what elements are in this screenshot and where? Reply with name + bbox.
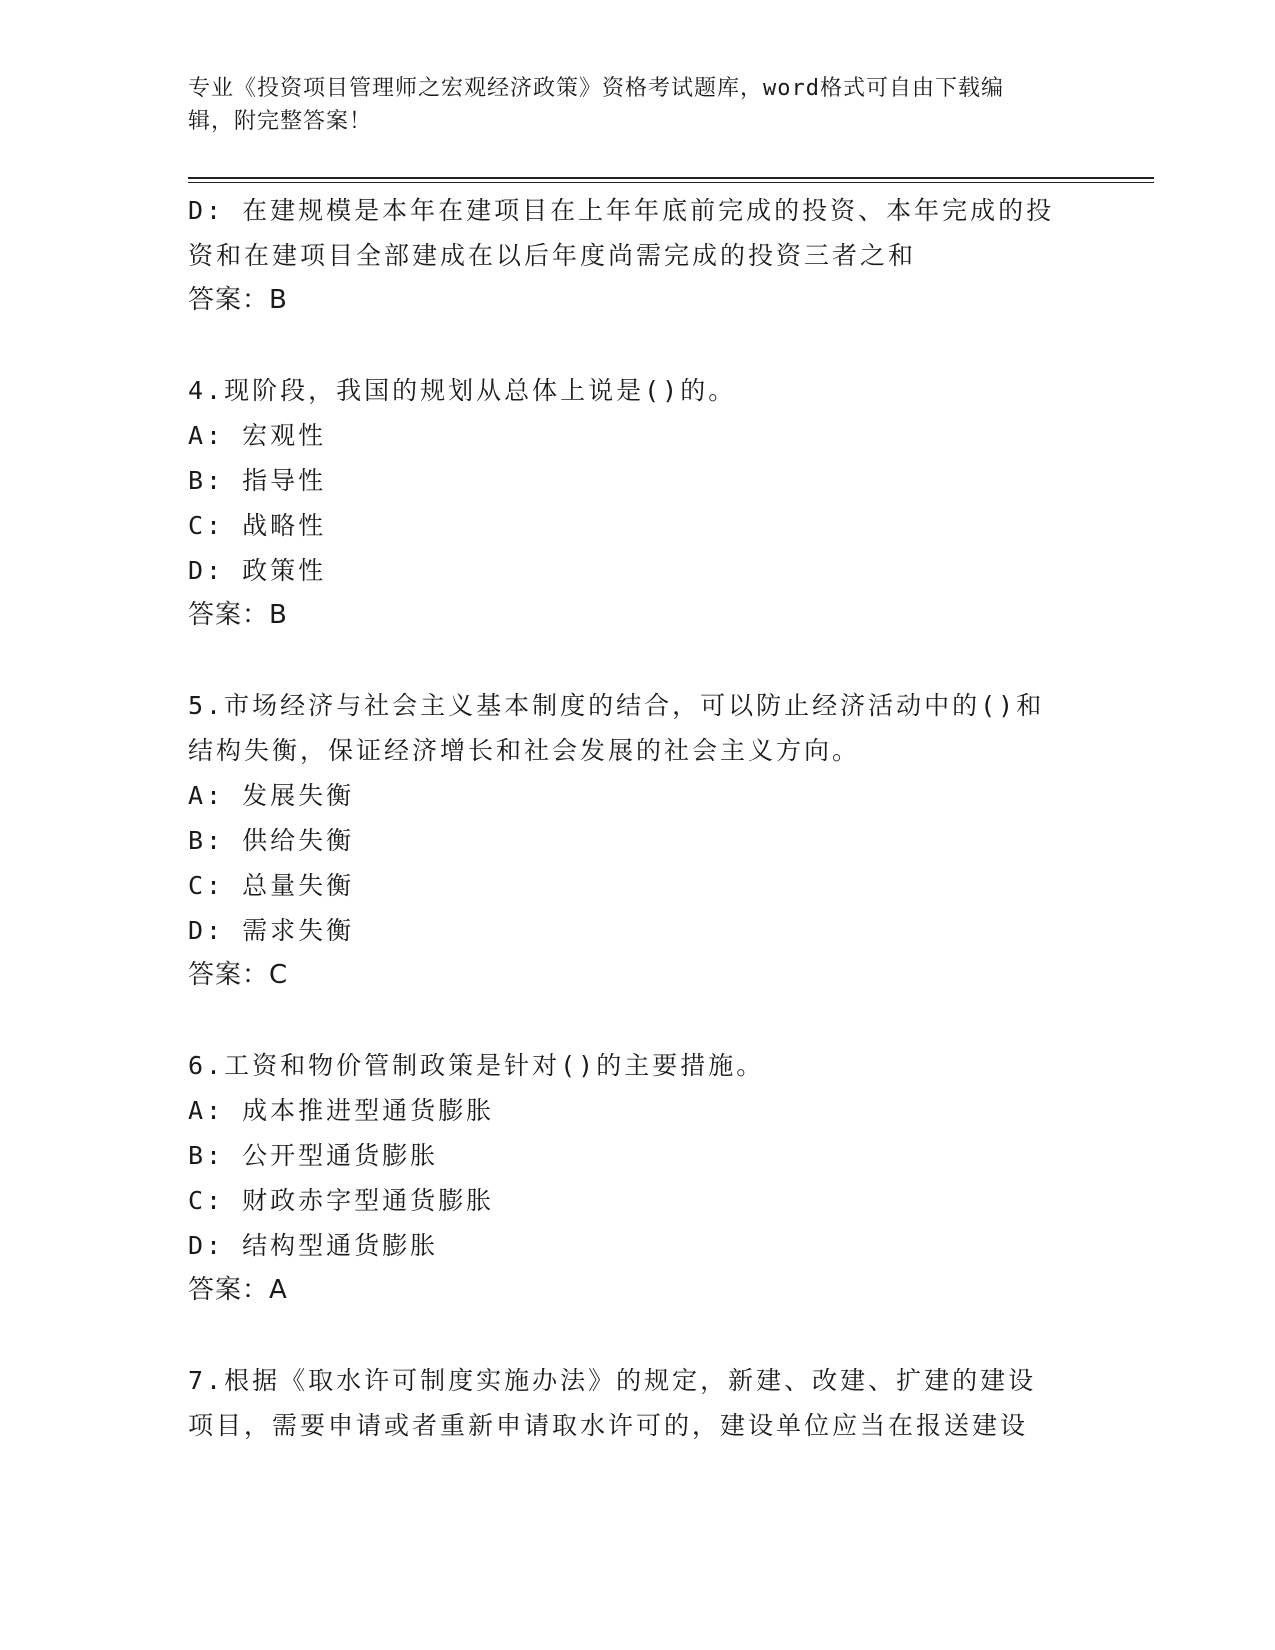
header-divider-thin bbox=[188, 182, 1154, 183]
question-7 bbox=[188, 1358, 1088, 1448]
header-divider-thick bbox=[188, 177, 1154, 179]
option-c: C: 总量失衡 bbox=[188, 871, 355, 900]
spacer bbox=[188, 1313, 1088, 1358]
question-text: 5.市场经济与社会主义基本制度的结合，可以防止经济活动中的()和 bbox=[188, 691, 1045, 720]
header-line-2: 辑，附完整答案！ bbox=[188, 109, 373, 134]
question-5 bbox=[188, 683, 1088, 998]
spacer bbox=[188, 998, 1088, 1043]
question-6 bbox=[188, 1043, 1088, 1313]
header-line-1: 专业《投资项目管理师之宏观经济政策》资格考试题库，word格式可自由下载编 bbox=[188, 76, 1004, 101]
question-fragment bbox=[188, 188, 1088, 323]
answer: 答案：B bbox=[188, 285, 288, 315]
answer: 答案：A bbox=[188, 1275, 288, 1305]
question-list bbox=[188, 188, 1088, 1448]
answer: 答案：C bbox=[188, 960, 289, 990]
spacer bbox=[188, 323, 1088, 368]
question-text-continued: 项目，需要申请或者重新申请取水许可的，建设单位应当在报送建设 bbox=[188, 1411, 1029, 1440]
option-d: D: 政策性 bbox=[188, 556, 327, 585]
option-c: C: 战略性 bbox=[188, 511, 327, 540]
option-d-continued: 资和在建项目全部建成在以后年度尚需完成的投资三者之和 bbox=[188, 241, 917, 270]
option-a: A: 宏观性 bbox=[188, 421, 327, 450]
option-d: D: 需求失衡 bbox=[188, 916, 355, 945]
document-header bbox=[188, 72, 1068, 138]
option-a: A: 发展失衡 bbox=[188, 781, 355, 810]
question-text: 7.根据《取水许可制度实施办法》的规定，新建、改建、扩建的建设 bbox=[188, 1366, 1037, 1395]
question-text: 4.现阶段，我国的规划从总体上说是()的。 bbox=[188, 376, 737, 405]
option-c: C: 财政赤字型通货膨胀 bbox=[188, 1186, 495, 1215]
question-4 bbox=[188, 368, 1088, 638]
option-a: A: 成本推进型通货膨胀 bbox=[188, 1096, 495, 1125]
spacer bbox=[188, 638, 1088, 683]
option-b: B: 公开型通货膨胀 bbox=[188, 1141, 439, 1170]
option-b: B: 指导性 bbox=[188, 466, 327, 495]
question-text: 6.工资和物价管制政策是针对()的主要措施。 bbox=[188, 1051, 765, 1080]
answer: 答案：B bbox=[188, 600, 288, 630]
question-text-continued: 结构失衡，保证经济增长和社会发展的社会主义方向。 bbox=[188, 736, 861, 765]
option-d: D: 结构型通货膨胀 bbox=[188, 1231, 439, 1260]
option-d: D: 在建规模是本年在建项目在上年年底前完成的投资、本年完成的投 bbox=[188, 196, 1055, 225]
option-b: B: 供给失衡 bbox=[188, 826, 355, 855]
